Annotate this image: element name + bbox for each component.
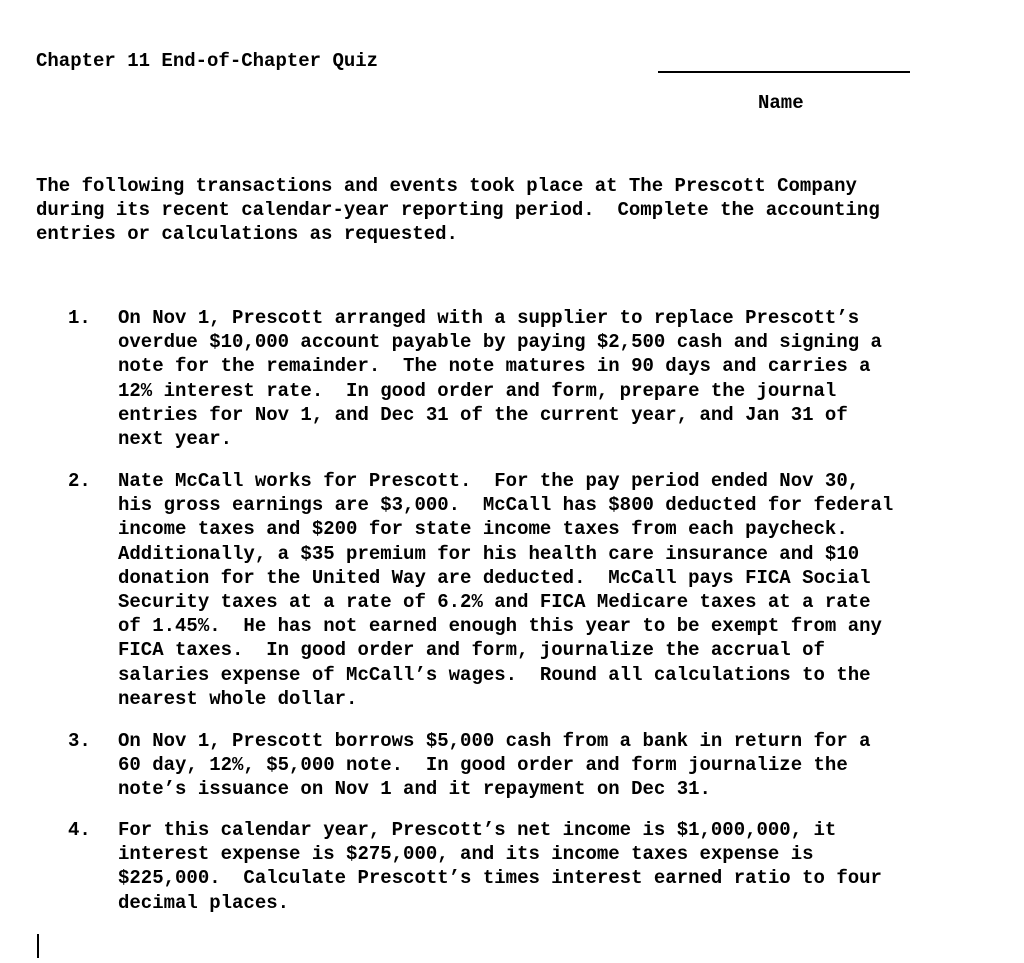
question-text: On Nov 1, Prescott arranged with a supplier to replace Prescott’s overdue $10,000 account payable by paying $2,500 cash and signing a note for the remainder. The note matures in 90 days and carries a 12% interest rate. In good order and form, prepare the journal entries for Nov 1, and Dec 31 of the current year, and Jan 31 of next year. — [118, 307, 882, 451]
text-cursor — [37, 934, 39, 958]
name-blank-line[interactable] — [658, 71, 910, 73]
question-text: Nate McCall works for Prescott. For the pay period ended Nov 30, his gross earnings are $3,000. McCall has $800 deducted for federal income taxes and $200 for state income taxes from each paycheck. Additionally, a $35 premium for his health care insurance and $10 donation for the United Way are deducted. McCall pays FICA Social Security taxes at a rate of 6.2% and FICA Medicare taxes at a rate of 1.45%. He has not earned enough this year to be exempt from any FICA taxes. In good order and form, journalize the accrual of salaries expense of McCall’s wages. Round all calculations to the nearest whole dollar. — [118, 470, 894, 710]
question-number: 2. — [68, 470, 91, 492]
question-number: 3. — [68, 730, 91, 752]
question-number: 4. — [68, 819, 91, 841]
question-number: 1. — [68, 307, 91, 329]
name-label: Name — [758, 92, 804, 114]
question-text: On Nov 1, Prescott borrows $5,000 cash from a bank in return for a 60 day, 12%, $5,000 note. In good order and form journalize the note’s issuance on Nov 1 and it repayment on Dec 31. — [118, 730, 871, 801]
page-title: Chapter 11 End-of-Chapter Quiz — [36, 50, 379, 72]
question-text: For this calendar year, Prescott’s net income is $1,000,000, it interest expense is $275,000, and its income taxes expense is $225,000. Calculate Prescott’s times interest earned ratio to four decimal places. — [118, 819, 882, 914]
intro-paragraph: The following transactions and events took place at The Prescott Company during its recent calendar-year reporting period. Complete the accounting entries or calculations as requested. — [36, 175, 880, 246]
